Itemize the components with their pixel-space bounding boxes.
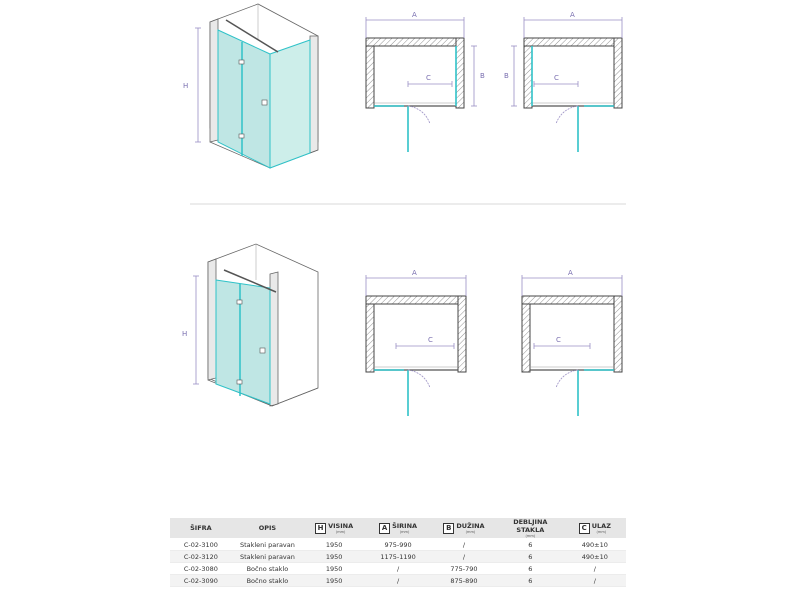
width-label: A <box>570 11 575 19</box>
column-header-duzina <box>431 518 497 539</box>
column-label: OPIS <box>258 524 277 532</box>
table-cell-visina: 1950 <box>303 575 365 587</box>
depth-label: B <box>480 72 485 80</box>
plan-view-2 <box>504 11 622 152</box>
table-cell-opis: Stakleni paravan <box>232 539 303 551</box>
column-header-sifra <box>170 518 232 539</box>
table-cell-debljina: 6 <box>497 539 564 551</box>
column-unit: (mm) <box>525 534 536 538</box>
column-unit: (mm) <box>596 530 607 534</box>
column-unit: (mm) <box>399 530 410 534</box>
table-cell-opis: Stakleni paravan <box>232 551 303 563</box>
table-cell-sirina: / <box>365 563 431 575</box>
table-row <box>170 563 626 575</box>
column-label: ŠIRINA <box>392 522 418 530</box>
entrance-label: C <box>554 74 559 82</box>
column-label: DEBLJINA STAKLA <box>513 518 548 534</box>
side-glass-panel <box>270 40 310 168</box>
table-cell-sifra: C-02-3100 <box>170 539 232 551</box>
column-label: ŠIFRA <box>190 524 212 532</box>
height-label: H <box>182 330 188 338</box>
table-cell-ulaz: 490±10 <box>564 539 626 551</box>
depth-label: B <box>504 72 509 80</box>
width-label: A <box>412 269 417 277</box>
column-label: ULAZ <box>591 522 611 530</box>
column-header-sirina <box>365 518 431 539</box>
width-label: A <box>412 11 417 19</box>
table-row <box>170 539 626 551</box>
table-cell-opis: Bočno staklo <box>232 575 303 587</box>
table-cell-ulaz: 490±10 <box>564 551 626 563</box>
table-cell-ulaz: / <box>564 563 626 575</box>
table-cell-debljina: 6 <box>497 551 564 563</box>
table-cell-duzina: 775-790 <box>431 563 497 575</box>
table-row <box>170 551 626 563</box>
entrance-label: C <box>428 336 433 344</box>
table-cell-sirina: 975-990 <box>365 539 431 551</box>
table-body <box>170 539 626 587</box>
table-cell-duzina: / <box>431 551 497 563</box>
entrance-label: C <box>556 336 561 344</box>
table-cell-opis: Bočno staklo <box>232 563 303 575</box>
iso-view-door-with-side-panel <box>183 4 318 168</box>
iso-view-door <box>182 244 318 406</box>
door-glass-panel <box>216 280 270 404</box>
spec-table <box>170 518 626 587</box>
column-label: VISINA <box>328 522 354 530</box>
table-cell-visina: 1950 <box>303 563 365 575</box>
column-unit: (mm) <box>335 530 346 534</box>
table-cell-sifra: C-02-3120 <box>170 551 232 563</box>
dimension-letter-badge: H <box>315 523 326 534</box>
plan-view-1 <box>366 11 485 152</box>
table-cell-debljina: 6 <box>497 575 564 587</box>
column-header-ulaz <box>564 518 626 539</box>
table-cell-ulaz: / <box>564 575 626 587</box>
table-cell-debljina: 6 <box>497 563 564 575</box>
column-unit: (mm) <box>465 530 476 534</box>
column-label: DUŽINA <box>456 522 485 530</box>
height-label: H <box>183 82 189 90</box>
table-cell-sifra: C-02-3090 <box>170 575 232 587</box>
door-glass-panel <box>218 30 270 168</box>
plan-view-3 <box>366 269 466 416</box>
table-cell-sifra: C-02-3080 <box>170 563 232 575</box>
column-header-opis <box>232 518 303 539</box>
table-cell-duzina: / <box>431 539 497 551</box>
table-cell-duzina: 875-890 <box>431 575 497 587</box>
table-cell-sirina: 1175-1190 <box>365 551 431 563</box>
table-cell-visina: 1950 <box>303 551 365 563</box>
entrance-label: C <box>426 74 431 82</box>
table-row <box>170 575 626 587</box>
dimension-letter-badge: B <box>443 523 454 534</box>
plan-view-4 <box>522 269 622 416</box>
column-header-visina <box>303 518 365 539</box>
table-cell-sirina: / <box>365 575 431 587</box>
width-label: A <box>568 269 573 277</box>
table-cell-visina: 1950 <box>303 539 365 551</box>
dimension-letter-badge: C <box>579 523 590 534</box>
table-header-row <box>170 518 626 539</box>
dimension-letter-badge: A <box>379 523 390 534</box>
column-header-debljina <box>497 518 564 539</box>
